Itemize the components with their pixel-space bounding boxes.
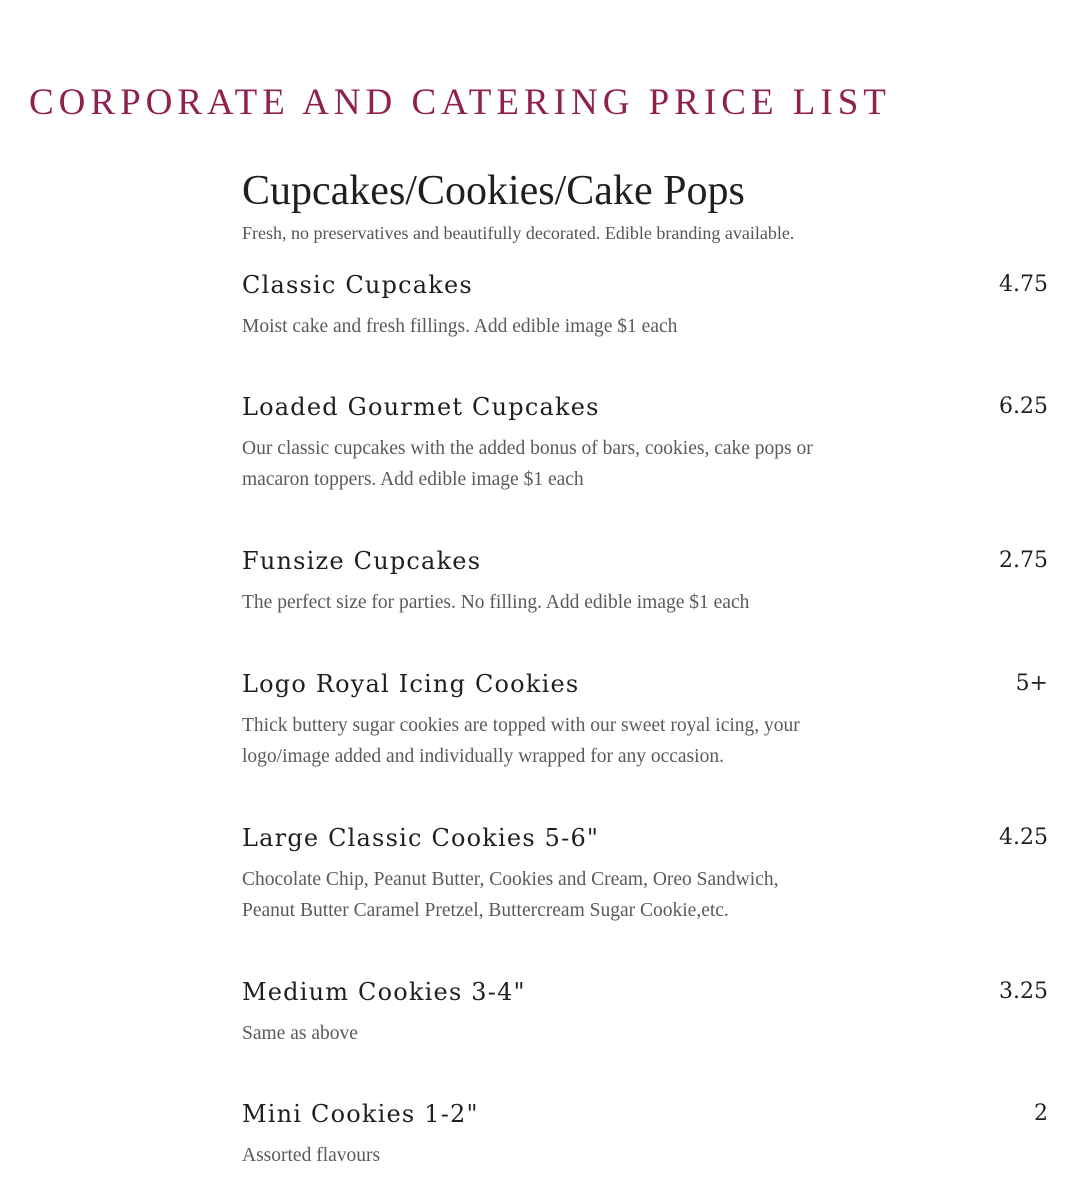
menu-item <box>242 390 1048 495</box>
menu-item-description: Assorted flavours <box>242 1145 381 1166</box>
menu-item <box>242 268 1048 342</box>
menu-item-price: 3.25 <box>999 979 1048 1004</box>
menu-item-price: 6.25 <box>999 394 1048 419</box>
section-description: Fresh, no preservatives and beautifully decorated. Edible branding available. <box>242 223 795 243</box>
menu-item-name: Loaded Gourmet Cupcakes <box>242 393 600 421</box>
menu-item-description: Thick buttery sugar cookies are topped with our sweet royal icing, your logo/image added and individually wrapped for any occasion. <box>242 715 800 767</box>
menu-item <box>242 544 1048 618</box>
menu-item-description: The perfect size for parties. No filling. Add edible image $1 each <box>242 592 750 613</box>
menu-item-name: Classic Cupcakes <box>242 271 473 299</box>
menu-item-description: Our classic cupcakes with the added bonus of bars, cookies, cake pops or macaron toppers. Add edible image $1 each <box>242 438 813 490</box>
menu-item-description: Moist cake and fresh fillings. Add edible image $1 each <box>242 316 678 337</box>
menu-item-price: 2.75 <box>999 548 1048 573</box>
menu-item-price: 4.25 <box>999 825 1048 850</box>
menu-item-price: 2 <box>1034 1101 1048 1126</box>
menu-item <box>242 667 1048 772</box>
menu-item-price: 5+ <box>1015 671 1048 696</box>
menu-item <box>242 975 1048 1049</box>
section-title: Cupcakes/Cookies/Cake Pops <box>242 168 745 214</box>
menu-item-name: Funsize Cupcakes <box>242 547 482 575</box>
page-title: CORPORATE AND CATERING PRICE LIST <box>29 82 891 123</box>
menu-item-name: Mini Cookies 1-2" <box>242 1100 479 1128</box>
menu-item-name: Logo Royal Icing Cookies <box>242 670 580 698</box>
menu-item-description: Chocolate Chip, Peanut Butter, Cookies and Cream, Oreo Sandwich, Peanut Butter Caramel Pretzel, Buttercream Sugar Cookie,etc. <box>242 869 779 921</box>
menu-item-description: Same as above <box>242 1023 358 1044</box>
menu-item <box>242 821 1048 926</box>
menu-item-price: 4.75 <box>999 272 1048 297</box>
menu-section-cupcakes-cookies <box>242 165 1048 1166</box>
menu-item <box>242 1097 1048 1171</box>
menu-item-name: Large Classic Cookies 5-6" <box>242 824 600 852</box>
menu-item-name: Medium Cookies 3-4" <box>242 978 526 1006</box>
